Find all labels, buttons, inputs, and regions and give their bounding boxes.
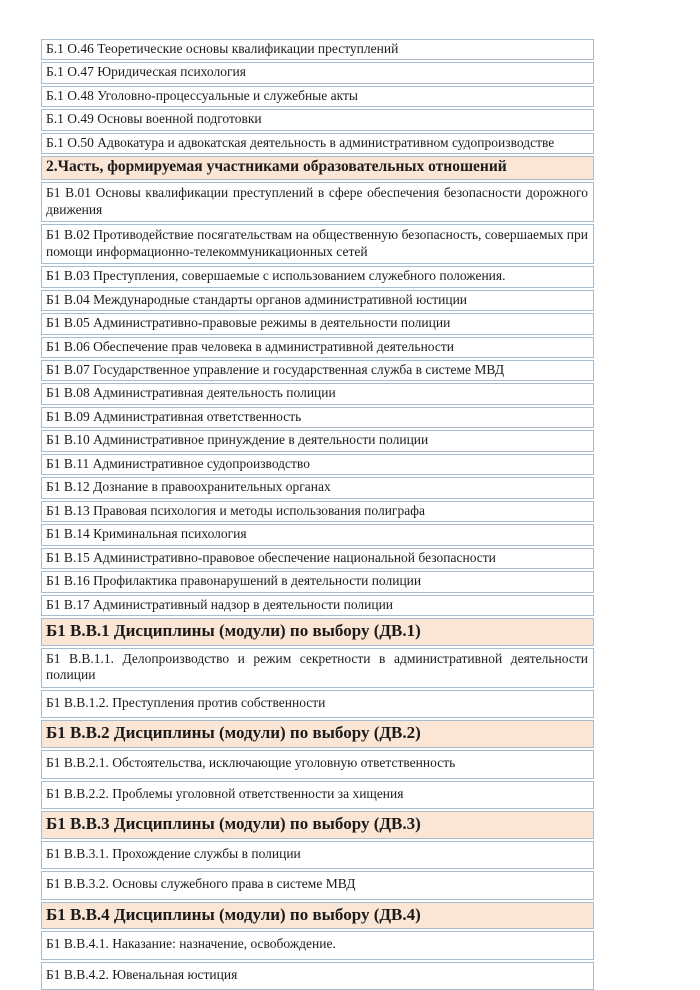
discipline-cell: Б.1 О.46 Теоретические основы квалификации преступлений (41, 39, 594, 60)
section-header-row (41, 811, 594, 839)
discipline-cell: Б.1 О.47 Юридическая психология (41, 62, 594, 83)
table-row (41, 39, 594, 60)
discipline-cell: Б1 В.13 Правовая психология и методы использования полиграфа (41, 501, 594, 522)
table-row (41, 266, 594, 287)
table-row (41, 750, 594, 778)
table-row (41, 571, 594, 592)
curriculum-table-body (41, 39, 594, 990)
table-row (41, 690, 594, 718)
table-row (41, 871, 594, 899)
discipline-cell: Б1 В.В.2.1. Обстоятельства, исключающие уголовную ответственность (41, 750, 594, 778)
discipline-cell: Б1 В.05 Административно-правовые режимы в деятельности полиции (41, 313, 594, 334)
discipline-cell: Б1 В.10 Административное принуждение в деятельности полиции (41, 430, 594, 451)
section-header-row (41, 156, 594, 180)
table-row (41, 133, 594, 154)
table-row (41, 383, 594, 404)
table-row (41, 595, 594, 616)
section-header-cell: Б1 В.В.4 Дисциплины (модули) по выбору (ДВ.4) (41, 902, 594, 930)
discipline-cell: Б1 В.14 Криминальная психология (41, 524, 594, 545)
table-row (41, 454, 594, 475)
discipline-cell: Б1 В.12 Дознание в правоохранительных органах (41, 477, 594, 498)
table-row (41, 648, 594, 688)
section-header-cell: Б1 В.В.3 Дисциплины (модули) по выбору (ДВ.3) (41, 811, 594, 839)
table-row (41, 931, 594, 959)
discipline-cell: Б1 В.08 Административная деятельность полиции (41, 383, 594, 404)
discipline-cell: Б1 В.06 Обеспечение прав человека в административной деятельности (41, 337, 594, 358)
discipline-cell: Б1 В.07 Государственное управление и государственная служба в системе МВД (41, 360, 594, 381)
table-row (41, 477, 594, 498)
discipline-cell: Б1 В.17 Административный надзор в деятельности полиции (41, 595, 594, 616)
discipline-cell: Б1 В.В.1.2. Преступления против собственности (41, 690, 594, 718)
section-header-cell: Б1 В.В.1 Дисциплины (модули) по выбору (ДВ.1) (41, 618, 594, 646)
table-row (41, 182, 594, 222)
discipline-cell: Б1 В.В.3.1. Прохождение службы в полиции (41, 841, 594, 869)
discipline-cell: Б1 В.16 Профилактика правонарушений в деятельности полиции (41, 571, 594, 592)
section-header-row (41, 618, 594, 646)
discipline-cell: Б1 В.03 Преступления, совершаемые с использованием служебного положения. (41, 266, 594, 287)
discipline-cell: Б1 В.01 Основы квалификации преступлений в сфере обеспечения безопасности дорожного движения (41, 182, 594, 222)
table-row (41, 86, 594, 107)
discipline-cell: Б1 В.В.2.2. Проблемы уголовной ответственности за хищения (41, 781, 594, 809)
discipline-cell: Б1 В.09 Административная ответственность (41, 407, 594, 428)
table-row (41, 62, 594, 83)
section-header-row (41, 902, 594, 930)
discipline-cell: Б.1 О.48 Уголовно-процессуальные и служебные акты (41, 86, 594, 107)
table-row (41, 524, 594, 545)
section-header-cell: 2.Часть, формируемая участниками образовательных отношений (41, 156, 594, 180)
table-row (41, 841, 594, 869)
discipline-cell: Б1 В.В.4.1. Наказание: назначение, освобождение. (41, 931, 594, 959)
table-row (41, 430, 594, 451)
curriculum-table (41, 37, 594, 990)
discipline-cell: Б1 В.11 Административное судопроизводство (41, 454, 594, 475)
discipline-cell: Б1 В.15 Административно-правовое обеспечение национальной безопасности (41, 548, 594, 569)
table-row (41, 313, 594, 334)
table-row (41, 109, 594, 130)
discipline-cell: Б1 В.04 Международные стандарты органов административной юстиции (41, 290, 594, 311)
discipline-cell: Б1 В.В.1.1. Делопроизводство и режим секретности в административной деятельности полиции (41, 648, 594, 688)
table-row (41, 501, 594, 522)
discipline-cell: Б.1 О.49 Основы военной подготовки (41, 109, 594, 130)
section-header-row (41, 720, 594, 748)
table-row (41, 962, 594, 990)
discipline-cell: Б1 В.В.4.2. Ювенальная юстиция (41, 962, 594, 990)
table-row (41, 781, 594, 809)
discipline-cell: Б.1 О.50 Адвокатура и адвокатская деятельность в административном судопроизводстве (41, 133, 594, 154)
table-row (41, 360, 594, 381)
table-row (41, 407, 594, 428)
table-row (41, 224, 594, 264)
table-row (41, 337, 594, 358)
discipline-cell: Б1 В.В.3.2. Основы служебного права в системе МВД (41, 871, 594, 899)
discipline-cell: Б1 В.02 Противодействие посягательствам на общественную безопасность, совершаемых при помощи информационно-телекоммуникационных сетей (41, 224, 594, 264)
table-row (41, 548, 594, 569)
table-row (41, 290, 594, 311)
section-header-cell: Б1 В.В.2 Дисциплины (модули) по выбору (ДВ.2) (41, 720, 594, 748)
